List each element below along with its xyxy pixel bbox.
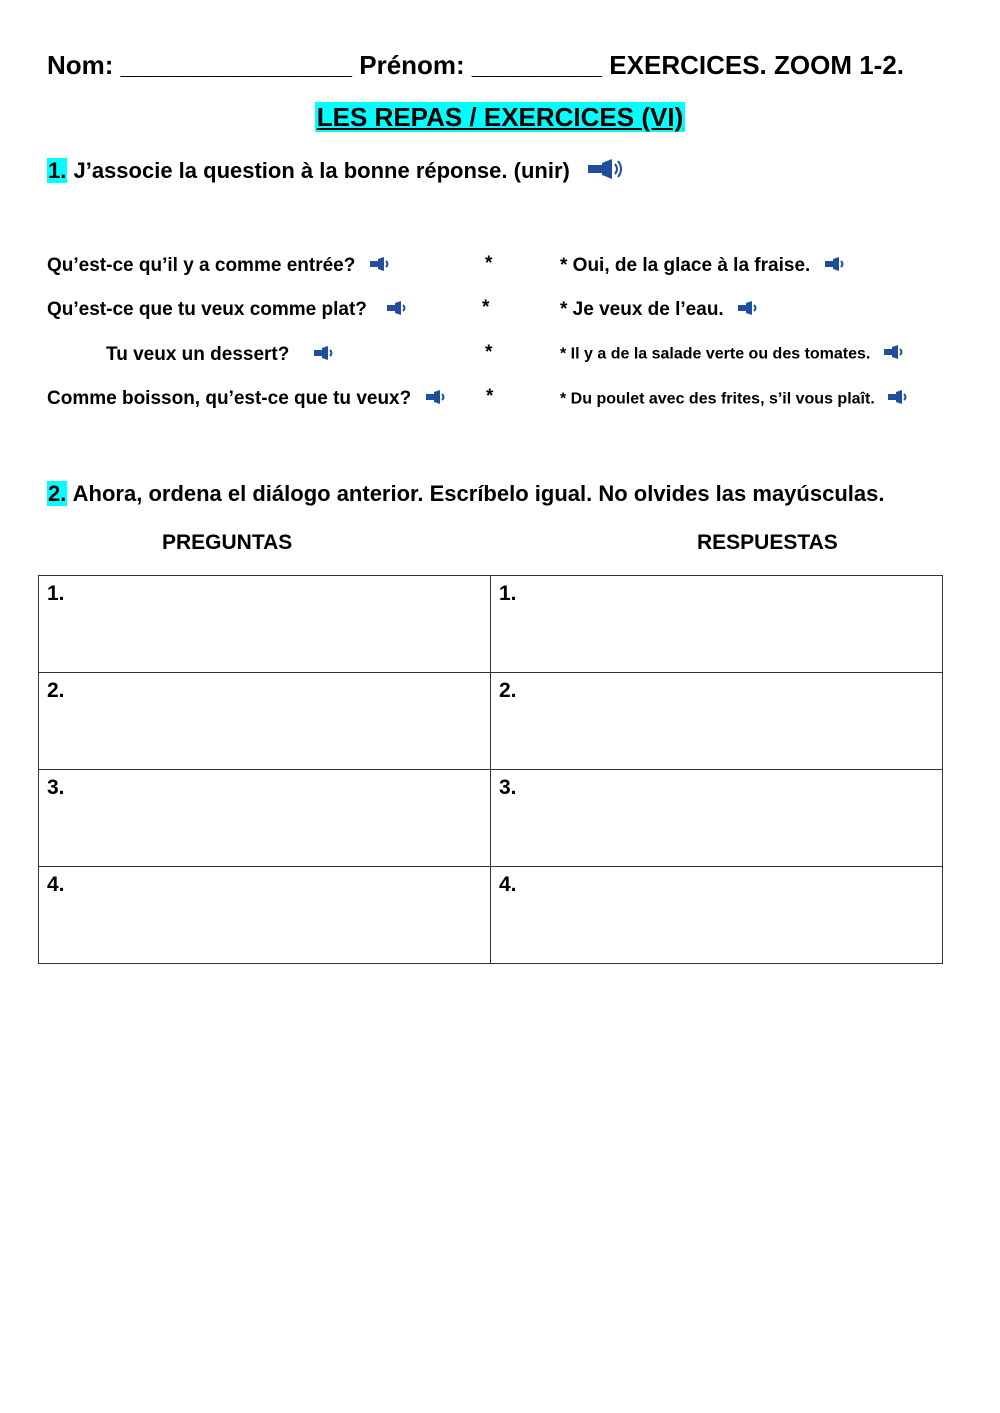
answer-text: * Du poulet avec des frites, s’il vous plaît.	[560, 390, 875, 408]
speaker-icon[interactable]	[369, 255, 393, 277]
table-row	[39, 673, 943, 770]
page-title-text: LES REPAS / EXERCICES (VI)	[316, 102, 684, 132]
question-text: Qu’est-ce que tu veux comme plat?	[47, 299, 367, 321]
answer-row-3	[560, 345, 907, 364]
column-header-respuestas: RESPUESTAS	[697, 531, 838, 554]
table-row	[39, 576, 943, 673]
exercise-1-heading	[47, 158, 624, 185]
match-point-left[interactable]: *	[485, 342, 493, 363]
page-title	[0, 102, 1000, 133]
answer-cell[interactable]: 4.	[491, 867, 943, 964]
exercise-2-heading	[47, 481, 884, 507]
answer-cell[interactable]: 2.	[491, 673, 943, 770]
match-point-left[interactable]: *	[485, 253, 493, 274]
speaker-icon[interactable]	[586, 159, 624, 185]
table-row	[39, 867, 943, 964]
table-row	[39, 770, 943, 867]
speaker-icon[interactable]	[313, 344, 337, 366]
exercise-1-number: 1.	[48, 158, 67, 183]
question-cell[interactable]: 3.	[39, 770, 491, 867]
answer-cell[interactable]: 1.	[491, 576, 943, 673]
exercise-2-number: 2.	[48, 481, 67, 506]
answer-text: * Oui, de la glace à la fraise.	[560, 255, 811, 277]
question-row-4	[47, 388, 449, 410]
answer-text: * Il y a de la salade verte ou des tomates.	[560, 345, 871, 363]
speaker-icon[interactable]	[824, 255, 848, 277]
question-row-3	[106, 344, 337, 366]
answer-table	[38, 575, 943, 964]
match-point-left[interactable]: *	[486, 386, 494, 407]
answer-row-4	[560, 390, 911, 409]
exercise-2-instruction: Ahora, ordena el diálogo anterior. Escríbelo igual. No olvides las mayúsculas.	[72, 481, 885, 506]
column-header-preguntas: PREGUNTAS	[162, 531, 293, 554]
question-row-1	[47, 255, 393, 277]
exercise-1-instruction: J’associe la question à la bonne réponse. (unir)	[73, 158, 570, 183]
answer-text: * Je veux de l’eau.	[560, 299, 724, 321]
speaker-icon[interactable]	[887, 390, 911, 409]
speaker-icon[interactable]	[386, 299, 410, 321]
question-text: Tu veux un dessert?	[106, 344, 290, 366]
question-text: Comme boisson, qu’est-ce que tu veux?	[47, 388, 412, 410]
question-row-2	[47, 299, 410, 321]
question-cell[interactable]: 2.	[39, 673, 491, 770]
speaker-icon[interactable]	[737, 299, 761, 321]
header-line: Nom: ________________ Prénom: _________ EXERCICES. ZOOM 1-2.	[47, 50, 905, 80]
question-text: Qu’est-ce qu’il y a comme entrée?	[47, 255, 356, 277]
answer-row-1	[560, 255, 848, 277]
speaker-icon[interactable]	[425, 388, 449, 410]
speaker-icon[interactable]	[883, 345, 907, 364]
answer-cell[interactable]: 3.	[491, 770, 943, 867]
question-cell[interactable]: 4.	[39, 867, 491, 964]
question-cell[interactable]: 1.	[39, 576, 491, 673]
answer-row-2	[560, 299, 761, 321]
match-point-left[interactable]: *	[482, 297, 490, 318]
